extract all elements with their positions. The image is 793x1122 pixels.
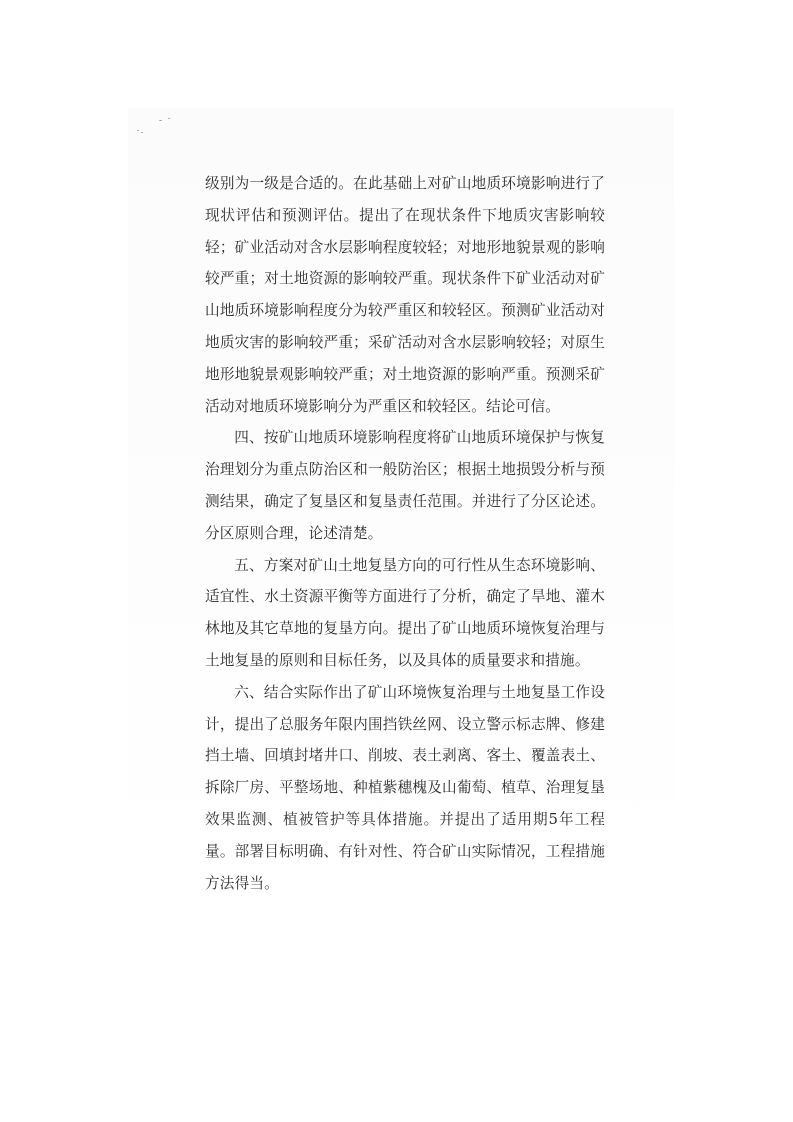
scan-speck [159,120,162,121]
document-body [205,168,605,899]
paragraph-four: 四、按矿山地质环境影响程度将矿山地质环境保护与恢复治理划分为重点防治区和一般防治区；根据土地损毁分析与预测结果，确定了复垦区和复垦责任范围。并进行了分区论述。分区原则合理，论述清楚。 [205,429,605,542]
paragraph-continued: 级别为一级是合适的。在此基础上对矿山地质环境影响进行了现状评估和预测评估。提出了在现状条件下地质灾害影响较轻；矿业活动对含水层影响程度较轻；对地形地貌景观的影响较严重；对土地资源的影响较严重。现状条件下矿业活动对矿山地质环境影响程度分为较严重区和较轻区。预测矿业活动对地质灾害的影响较严重；采矿活动对含水层影响较轻；对原生地形地貌景观影响较严重；对土地资源的影响严重。预测采矿活动对地质环境影响分为严重区和较轻区。结论可信。 [205,175,605,415]
scan-speck [137,130,139,131]
scan-artifact [135,118,175,138]
paragraph-five: 五、方案对矿山土地复垦方向的可行性从生态环境影响、适宜性、水土资源平衡等方面进行了分析，确定了旱地、灌木林地及其它草地的复垦方向。提出了矿山地质环境恢复治理与土地复垦的原则和目标任务，以及具体的质量要求和措施。 [205,556,605,669]
paragraph-six: 六、结合实际作出了矿山环境恢复治理与土地复垦工作设计，提出了总服务年限内围挡铁丝网、设立警示标志牌、修建挡土墙、回填封堵井口、削坡、表土剥离、客土、覆盖表土、拆除厂房、平整场地、种植紫穗槐及山葡萄、植草、治理复垦效果监测、植被管护等具体措施。并提出了适用期5年工程量。部署目标明确、有针对性、符合矿山实际情况，工程措施方法得当。 [205,683,605,892]
scan-speck [141,132,143,133]
scan-speck [168,118,170,119]
